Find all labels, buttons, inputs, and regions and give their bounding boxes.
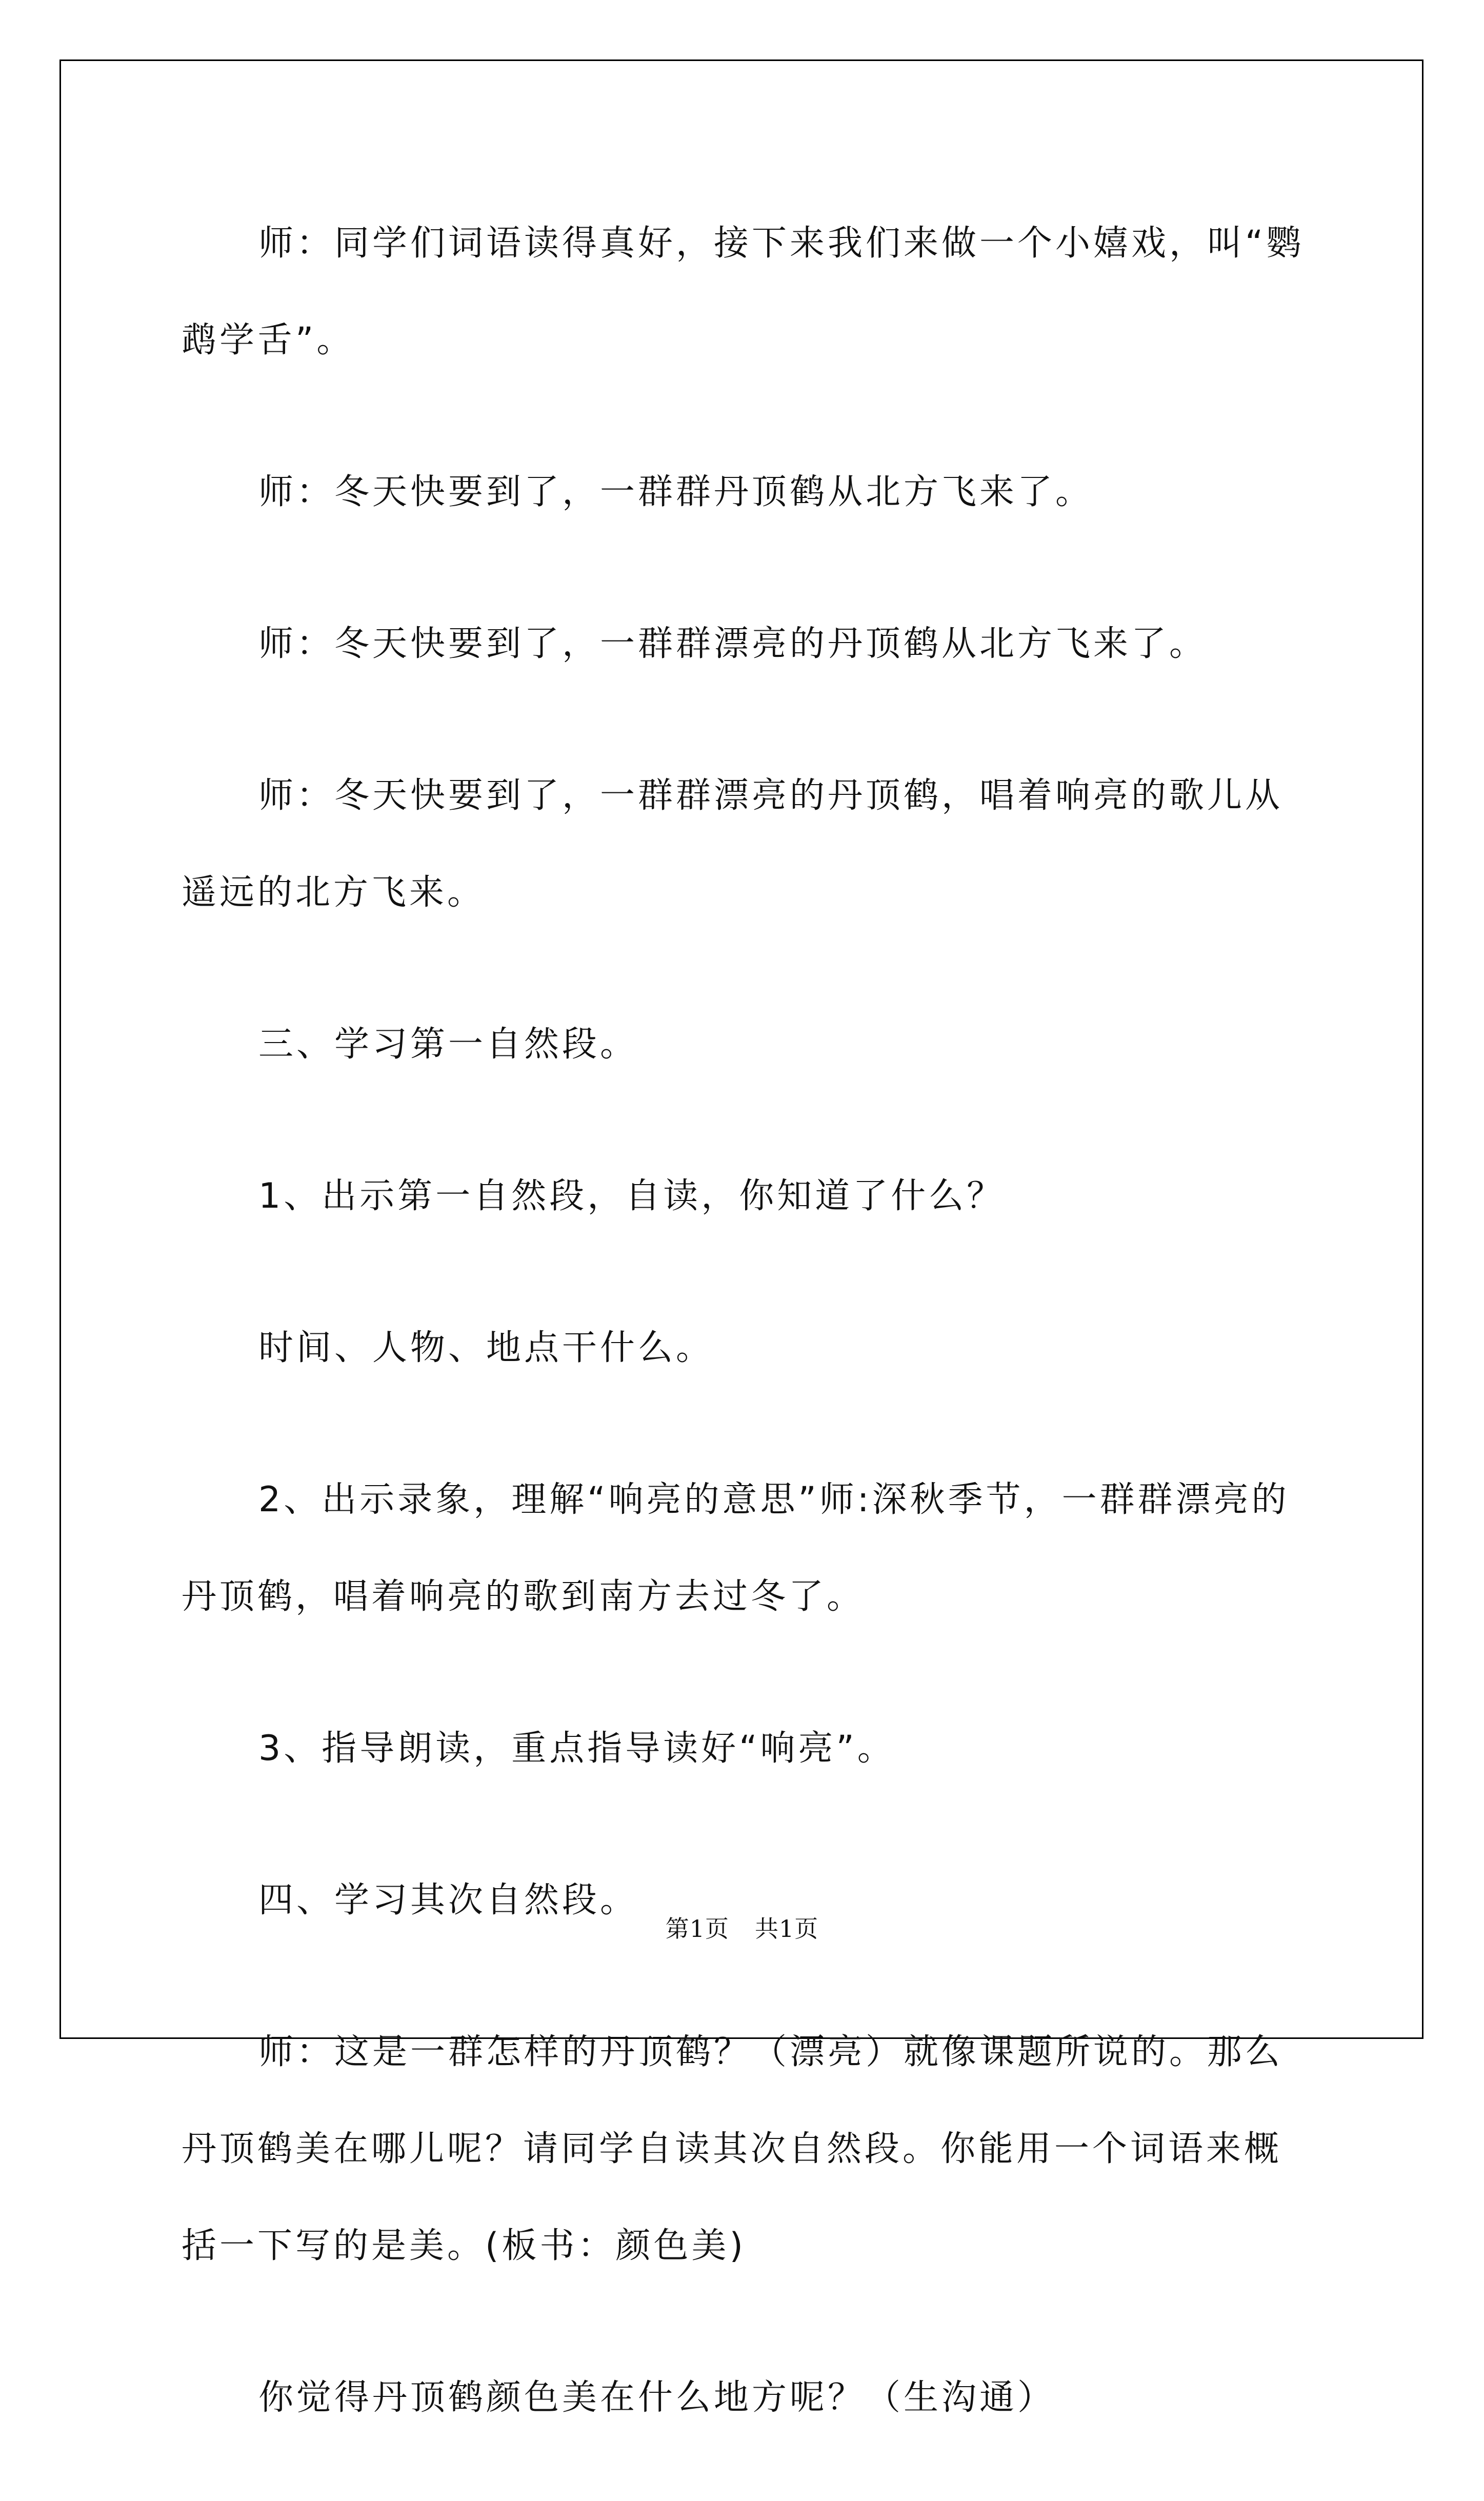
document-body bbox=[182, 195, 1310, 2501]
paragraph: 师：冬天快要到了，一群群丹顶鹤从北方飞来了。 bbox=[258, 472, 1094, 512]
paragraph: 你觉得丹顶鹤颜色美在什么地方呢？（生沟通） bbox=[258, 2377, 1056, 2418]
paragraph: 师：同学们词语读得真好，接下来我们来做一个小嬉戏，叫“鹦鹉学舌”。 bbox=[182, 223, 1305, 361]
paragraph: 1、出示第一自然段，自读，你知道了什么？ bbox=[258, 1176, 1005, 1216]
paragraph: 3、指导朗读，重点指导读好“响亮”。 bbox=[258, 1728, 895, 1769]
paragraph: 师：冬天快要到了，一群群漂亮的丹顶鹤，唱着响亮的歌儿从遥远的北方飞来。 bbox=[182, 775, 1284, 913]
page-footer bbox=[0, 1910, 1484, 1944]
paragraph: 2、出示录象，理解“响亮的意思”师:深秋季节，一群群漂亮的丹顶鹤，唱着响亮的歌到南方去过冬了。 bbox=[182, 1479, 1290, 1617]
page-number: 第1页 bbox=[665, 1915, 729, 1943]
paragraph: 师：这是一群怎样的丹顶鹤？（漂亮）就像课题所说的。那么丹顶鹤美在哪儿呢？请同学自读其次自然段。你能用一个词语来概括一下写的是美。(板书：颜色美) bbox=[182, 2032, 1284, 2266]
section-heading: 四、学习其次自然段。 bbox=[258, 1880, 638, 1920]
paragraph: 时间、人物、地点干什么。 bbox=[258, 1328, 714, 1368]
paragraph: 师：冬天快要到了，一群群漂亮的丹顶鹤从北方飞来了。 bbox=[258, 624, 1208, 664]
section-heading: 三、学习第一自然段。 bbox=[258, 1024, 638, 1065]
page-total: 共1页 bbox=[755, 1915, 819, 1943]
